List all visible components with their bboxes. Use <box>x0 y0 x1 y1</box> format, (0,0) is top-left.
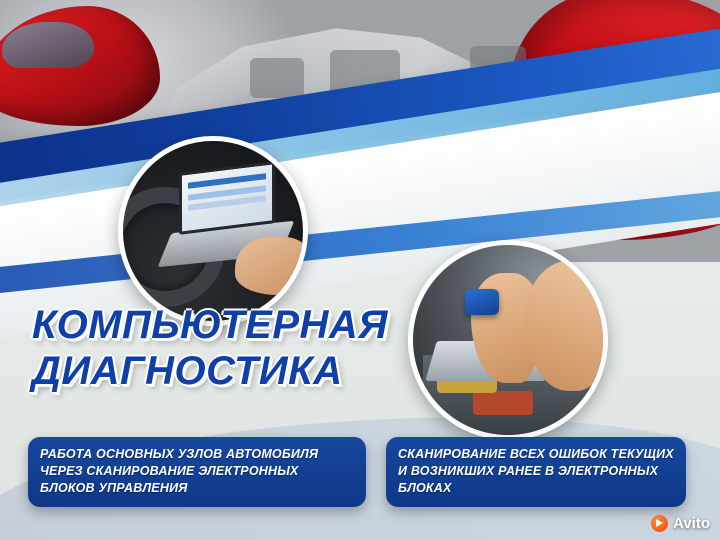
laptop-screen-shape <box>179 161 275 235</box>
hand-shape <box>235 237 308 295</box>
obd-scanner-shape <box>465 289 499 315</box>
red-car-left-shape <box>0 6 160 126</box>
avito-watermark-label: Avito <box>673 515 710 532</box>
avito-watermark <box>651 515 710 532</box>
feature-left-text: РАБОТА ОСНОВНЫХ УЗЛОВ АВТОМОБИЛЯ ЧЕРЕЗ СКАНИРОВАНИЕ ЭЛЕКТРОННЫХ БЛОКОВ УПРАВЛЕНИЯ <box>40 447 319 495</box>
avito-play-icon <box>651 515 668 532</box>
headline-line-1: КОМПЬЮТЕРНАЯ <box>32 303 388 347</box>
feature-right-text: СКАНИРОВАНИЕ ВСЕХ ОШИБОК ТЕКУЩИХ И ВОЗНИКШИХ РАНЕЕ В ЭЛЕКТРОННЫХ БЛОКАХ <box>398 447 674 495</box>
headline <box>32 303 392 394</box>
feature-card-right <box>386 437 686 507</box>
feature-card-left <box>28 437 366 507</box>
photo-hands-with-scanner <box>408 240 608 440</box>
photo-laptop-on-steering-wheel <box>118 136 308 326</box>
headline-line-2: ДИАГНОСТИКА <box>32 349 343 394</box>
frame-hole <box>250 58 304 98</box>
